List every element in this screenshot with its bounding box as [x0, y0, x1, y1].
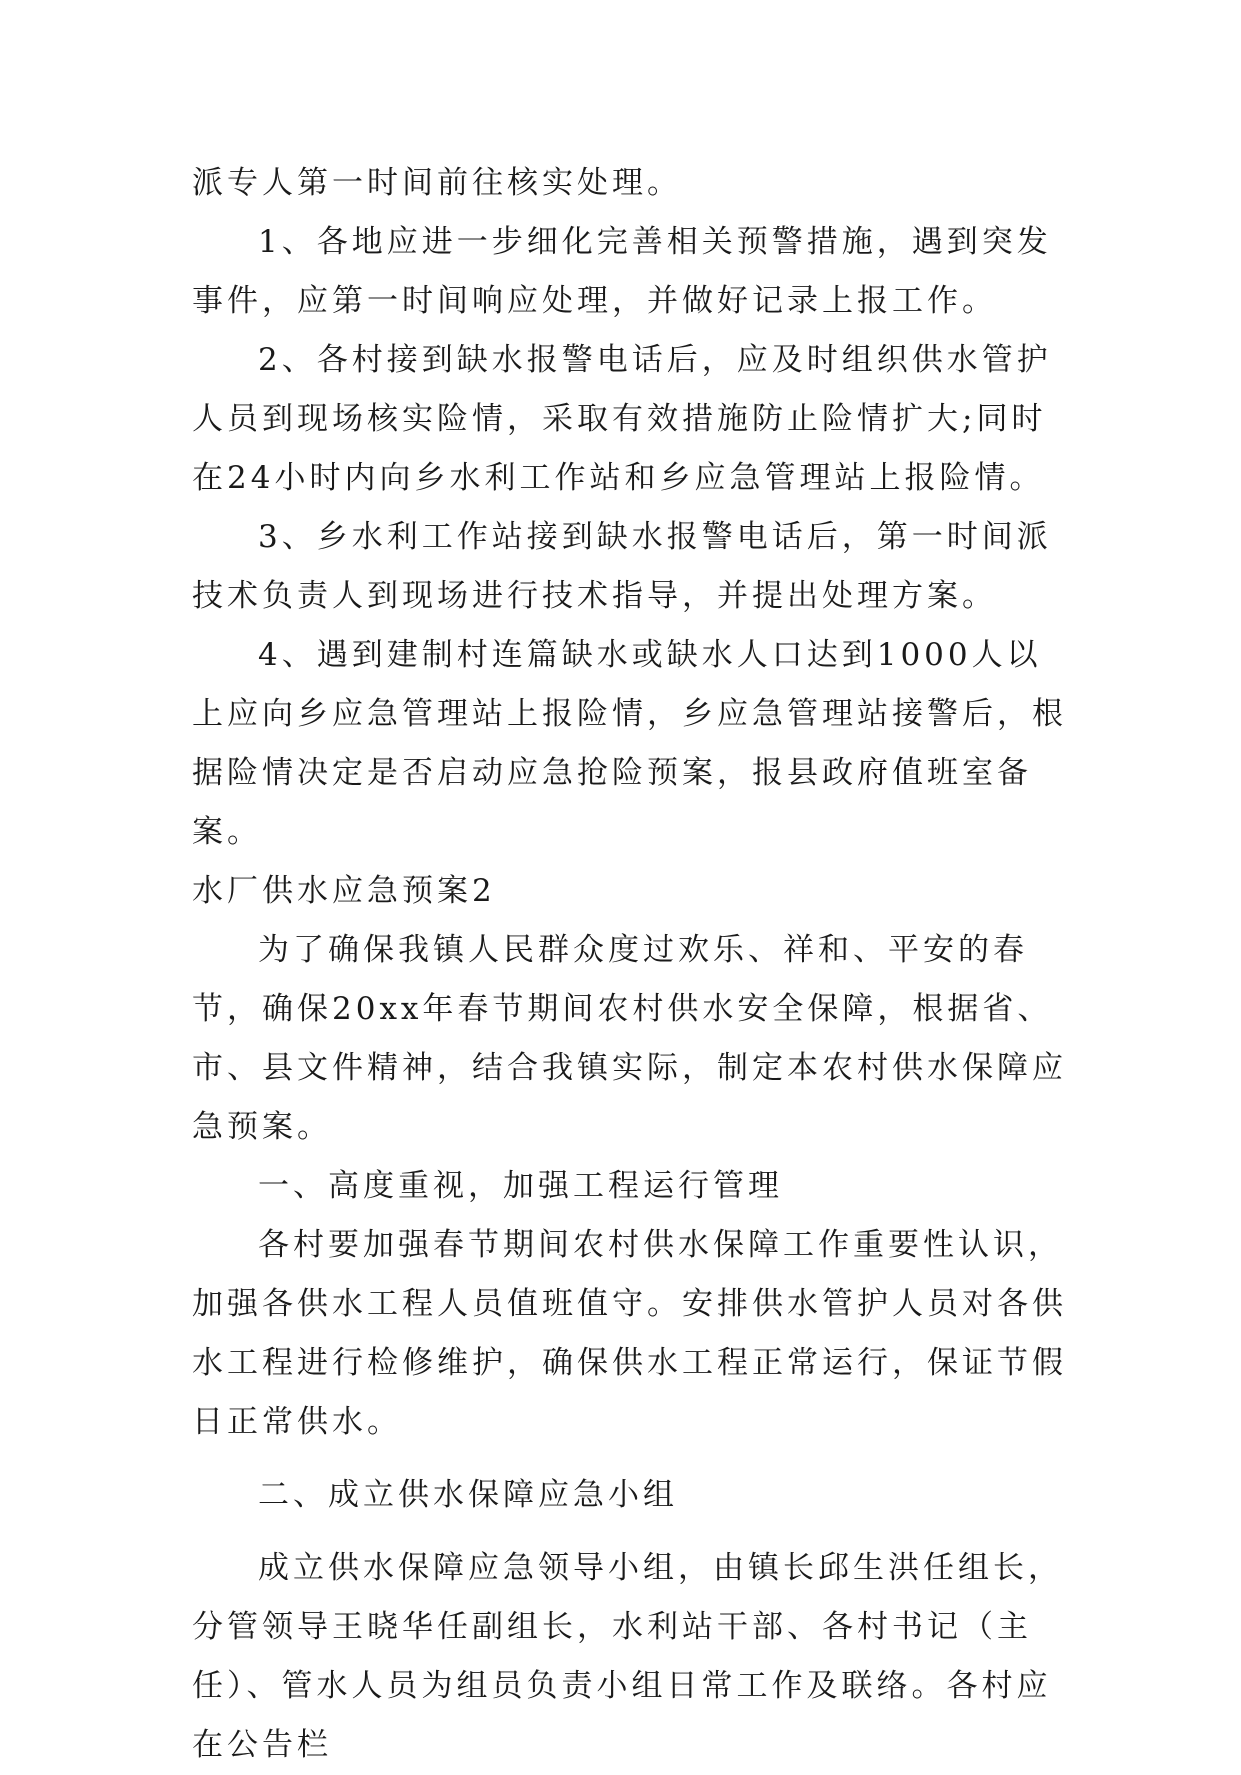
paragraph-item-1: 1、各地应进一步细化完善相关预警措施，遇到突发事件，应第一时间响应处理，并做好记录上报工作。 — [192, 224, 1052, 319]
paragraph-section-1: 各村要加强春节期间农村供水保障工作重要性认识，加强各供水工程人员值班值守。安排供水管护人员对各供水工程进行检修维护，确保供水工程正常运行，保证节假日正常供水。 — [192, 1227, 1067, 1440]
heading-section-2: 二、成立供水保障应急小组 — [258, 1477, 678, 1513]
document-body — [192, 154, 1072, 1775]
paragraph-dispatch-staff: 派专人第一时间前往核实处理。 — [192, 165, 682, 201]
paragraph-item-4: 4、遇到建制村连篇缺水或缺水人口达到1000人以上应向乡应急管理站上报险情，乡应急管理站接警后，根据险情决定是否启动应急抢险预案，报县政府值班室备案。 — [192, 637, 1067, 850]
paragraph-section-2: 成立供水保障应急领导小组，由镇长邱生洪任组长，分管领导王晓华任副组长，水利站干部、各村书记（主任）、管水人员为组员负责小组日常工作及联络。各村应在公告栏 — [192, 1550, 1063, 1763]
paragraph-item-2: 2、各村接到缺水报警电话后，应及时组织供水管护人员到现场核实险情，采取有效措施防止险情扩大;同时在24小时内向乡水利工作站和乡应急管理站上报险情。 — [192, 342, 1052, 496]
paragraph-intro: 为了确保我镇人民群众度过欢乐、祥和、平安的春节，确保20xx年春节期间农村供水安全保障，根据省、市、县文件精神，结合我镇实际，制定本农村供水保障应急预案。 — [192, 932, 1067, 1145]
paragraph-item-3: 3、乡水利工作站接到缺水报警电话后，第一时间派技术负责人到现场进行技术指导，并提出处理方案。 — [192, 519, 1052, 614]
section-title: 水厂供水应急预案2 — [192, 873, 496, 909]
heading-section-1: 一、高度重视，加强工程运行管理 — [258, 1168, 783, 1204]
